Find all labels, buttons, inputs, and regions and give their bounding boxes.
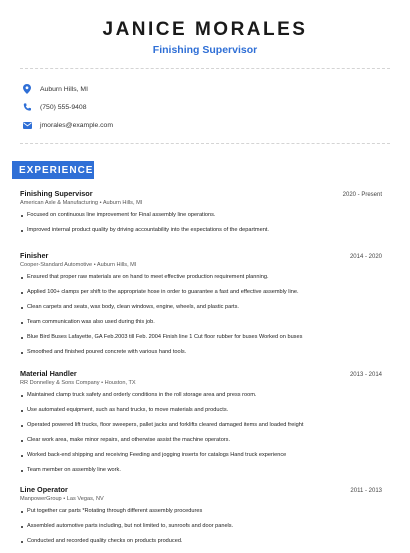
separator-dot: • bbox=[98, 200, 103, 206]
separator-dot: • bbox=[61, 496, 67, 502]
bullet-item: Team member on assembly line work. bbox=[20, 467, 382, 474]
contact-phone bbox=[22, 102, 86, 112]
job-entry bbox=[20, 189, 382, 234]
bullet-item: Worked back-end shipping and receiving Feeding and jogging inserts for catalogs Hand truck experience bbox=[20, 452, 382, 459]
bullet-item: Maintained clamp truck safety and orderly conditions in the roll storage area and press room. bbox=[20, 392, 382, 399]
email-icon bbox=[22, 120, 32, 130]
job-entry bbox=[20, 485, 382, 545]
job-title: Material Handler bbox=[20, 369, 77, 378]
bullet-item: Team communication was also used during this job. bbox=[20, 319, 382, 326]
job-dates: 2014 - 2020 bbox=[349, 254, 382, 260]
contact-divider bbox=[20, 143, 390, 144]
job-entry bbox=[20, 369, 382, 474]
bullet-item: Assembled automotive parts including, but not limited to, sunroofs and door panels. bbox=[20, 523, 382, 530]
job-company-line bbox=[20, 496, 382, 502]
separator-dot: • bbox=[99, 380, 105, 386]
job-location: Auburn Hills, MI bbox=[96, 262, 137, 268]
bullet-item: Operated powered lift trucks, floor sweepers, pallet jacks and forklifts cleared damaged items and loaded freight bbox=[20, 422, 382, 429]
contact-email bbox=[22, 120, 113, 130]
job-location: Auburn Hills, MI bbox=[102, 200, 143, 206]
job-header bbox=[20, 251, 382, 260]
job-entry bbox=[20, 251, 382, 356]
job-company: Cooper-Standard Automotive bbox=[20, 262, 93, 268]
job-company-line bbox=[20, 200, 382, 206]
bullet-item: Use automated equipment, such as hand trucks, to move materials and products. bbox=[20, 407, 382, 414]
job-dates: 2013 - 2014 bbox=[349, 372, 382, 378]
job-company: American Axle & Manufacturing bbox=[20, 200, 99, 206]
job-header bbox=[20, 369, 382, 378]
email-text: jmorales@example.com bbox=[40, 121, 114, 129]
bullet-item: Conducted and recorded quality checks on products produced. bbox=[20, 538, 382, 545]
job-dates: 2020 - Present bbox=[342, 192, 382, 198]
bullet-item: Clear work area, make minor repairs, and otherwise assist the machine operators. bbox=[20, 437, 382, 444]
job-company-line bbox=[20, 262, 382, 268]
bullet-item: Focused on continuous line improvement for Final assembly line operations. bbox=[20, 212, 382, 219]
location-text: Auburn Hills, MI bbox=[40, 85, 88, 93]
job-location: Las Vegas, NV bbox=[66, 496, 104, 502]
job-bullets bbox=[20, 392, 382, 474]
job-title: Finisher bbox=[20, 251, 49, 260]
job-title: Line Operator bbox=[20, 485, 68, 494]
bullet-item: Clean carpets and seats, wax body, clean windows, engine, wheels, and plastic parts. bbox=[20, 304, 382, 311]
bullet-item: Applied 100+ clamps per shift to the appropriate hose in order to guarantee a fast and effective assembly line. bbox=[20, 289, 382, 296]
phone-icon bbox=[22, 102, 32, 112]
job-header bbox=[20, 189, 382, 198]
bullet-item: Put together car parts *Rotating through different assembly procedures bbox=[20, 508, 382, 515]
separator-dot: • bbox=[92, 262, 97, 268]
job-location: Houston, TX bbox=[104, 380, 136, 386]
experience-list bbox=[20, 189, 382, 553]
bullet-item: Smoothed and finished poured concrete with various hand tools. bbox=[20, 349, 382, 356]
job-bullets bbox=[20, 274, 382, 356]
bullet-item: Blue Bird Buses Lafayette, GA Feb.2003 till Feb. 2004 Finish line 1 Cut floor rubber for buses Worked on buses bbox=[20, 334, 382, 341]
job-company: RR Donnelley & Sons Company bbox=[20, 380, 100, 386]
experience-heading: EXPERIENCE bbox=[12, 161, 94, 179]
job-title: Finishing Supervisor bbox=[20, 189, 93, 198]
phone-text: (750) 555-9408 bbox=[40, 103, 87, 111]
job-company-line bbox=[20, 380, 382, 386]
job-dates: 2011 - 2013 bbox=[350, 488, 382, 494]
resume-header bbox=[0, 0, 410, 56]
header-divider bbox=[20, 68, 390, 69]
candidate-name: JANICE MORALES bbox=[102, 19, 308, 40]
job-bullets bbox=[20, 508, 382, 545]
job-company: ManpowerGroup bbox=[20, 496, 62, 502]
contact-location bbox=[22, 84, 88, 94]
location-pin-icon bbox=[22, 84, 32, 94]
bullet-item: Improved internal product quality by driving accountability into the expectations of the department. bbox=[20, 227, 382, 234]
job-header bbox=[20, 485, 382, 494]
bullet-item: Ensured that proper raw materials are on hand to meet effective production requirement planning. bbox=[20, 274, 382, 281]
candidate-title: Finishing Supervisor bbox=[152, 44, 258, 56]
job-bullets bbox=[20, 212, 382, 234]
